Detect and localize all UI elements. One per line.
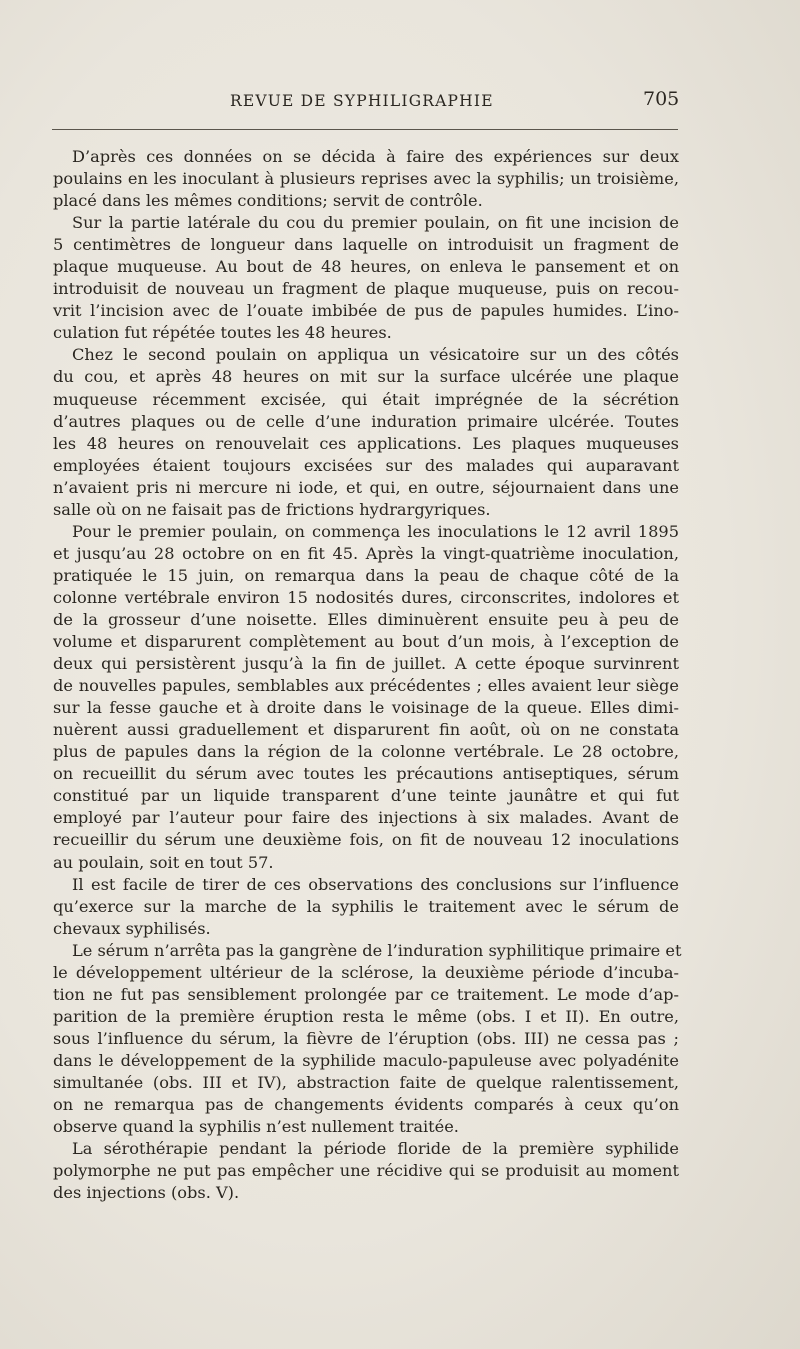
text-line: de nouvelles papules, semblables aux précédentes ; elles avaient leur siège: [53, 676, 679, 696]
text-line: deux qui persistèrent jusqu’à la fin de juillet. A cette époque survinrent: [53, 654, 679, 674]
text-line: parition de la première éruption resta le même (obs. I et II). En outre,: [53, 1006, 679, 1026]
text-line: muqueuse récemment excisée, qui était imprégnée de la sécrétion: [53, 389, 679, 409]
text-line: recueillir du sérum une deuxième fois, on fit de nouveau 12 inoculations: [53, 830, 679, 850]
text-line: volume et disparurent complètement au bout d’un mois, à l’exception de: [53, 632, 679, 652]
paragraph: [53, 212, 679, 344]
text-line: du cou, et après 48 heures on mit sur la surface ulcérée une plaque: [53, 367, 679, 387]
text-line: constitué par un liquide transparent d’une teinte jaunâtre et qui fut: [53, 786, 679, 806]
text-line: plaque muqueuse. Au bout de 48 heures, on enleva le pansement et on: [53, 257, 679, 277]
paragraph: [53, 874, 679, 940]
text-line: tion ne fut pas sensiblement prolongée par ce traitement. Le mode d’ap-: [53, 984, 679, 1004]
body-text: [53, 146, 682, 1204]
text-line: 5 centimètres de longueur dans laquelle on introduisit un fragment de: [53, 235, 679, 255]
text-line: Pour le premier poulain, on commença les inoculations le 12 avril 1895: [72, 521, 679, 541]
text-line: colonne vertébrale environ 15 nodosités dures, circonscrites, indolores et: [53, 587, 679, 607]
text-line: dans le développement de la syphilide maculo-papuleuse avec polyadénite: [53, 1050, 679, 1070]
text-line: de la grosseur d’une noisette. Elles diminuèrent ensuite peu à peu de: [53, 609, 679, 629]
text-line: poulains en les inoculant à plusieurs reprises avec la syphilis; un troisième,: [53, 169, 679, 189]
page-number: 705: [643, 88, 680, 110]
text-line: chevaux syphilisés.: [53, 918, 211, 938]
text-line: simultanée (obs. III et IV), abstraction faite de quelque ralentissement,: [53, 1072, 679, 1092]
text-line: Chez le second poulain on appliqua un vésicatoire sur un des côtés: [72, 345, 679, 365]
text-line: pratiquée le 15 juin, on remarqua dans la peau de chaque côté de la: [53, 565, 679, 585]
text-line: qu’exerce sur la marche de la syphilis le traitement avec le sérum de: [53, 896, 679, 916]
text-line: on ne remarqua pas de changements évidents comparés à ceux qu’on: [53, 1095, 679, 1115]
text-line: sous l’influence du sérum, la fièvre de l’éruption (obs. III) ne cessa pas ;: [53, 1028, 679, 1048]
text-line: le développement ultérieur de la sclérose, la deuxième période d’incuba-: [53, 962, 679, 982]
running-title: REVUE DE SYPHILIGRAPHIE: [230, 92, 494, 110]
text-line: salle où on ne faisait pas de frictions hydrargyriques.: [53, 499, 491, 519]
text-line: nuèrent aussi graduellement et disparurent fin août, où on ne constata: [53, 720, 679, 740]
paragraph: [53, 344, 679, 520]
text-line: D’après ces données on se décida à faire des expériences sur deux: [72, 147, 679, 166]
text-line: d’autres plaques ou de celle d’une induration primaire ulcérée. Toutes: [53, 411, 679, 431]
paragraph: [53, 1138, 679, 1204]
paragraph: [53, 940, 682, 1138]
paragraph: [53, 521, 679, 874]
text-line: La sérothérapie pendant la période floride de la première syphilide: [72, 1139, 679, 1159]
text-line: vrit l’incision avec de l’ouate imbibée de pus de papules humides. L’ino-: [53, 301, 679, 321]
paragraph: [53, 146, 679, 212]
text-line: des injections (obs. V).: [53, 1183, 240, 1203]
text-line: les 48 heures on renouvelait ces applications. Les plaques muqueuses: [53, 433, 679, 453]
text-line: employé par l’auteur pour faire des injections à six malades. Avant de: [53, 808, 679, 828]
text-line: et jusqu’au 28 octobre on en fit 45. Après la vingt-quatrième inoculation,: [53, 543, 679, 563]
text-line: placé dans les mêmes conditions; servit de contrôle.: [53, 191, 483, 211]
text-line: on recueillit du sérum avec toutes les précautions antiseptiques, sérum: [53, 764, 679, 784]
text-line: observe quand la syphilis n’est nullement traitée.: [53, 1117, 459, 1137]
text-line: n’avaient pris ni mercure ni iode, et qui, en outre, séjournaient dans une: [53, 477, 679, 497]
text-line: culation fut répétée toutes les 48 heures.: [53, 323, 392, 343]
text-line: sur la fesse gauche et à droite dans le voisinage de la queue. Elles dimi-: [53, 698, 679, 718]
text-line: Sur la partie latérale du cou du premier poulain, on fit une incision de: [72, 213, 679, 233]
text-line: introduisit de nouveau un fragment de plaque muqueuse, puis on recou-: [53, 279, 679, 299]
text-line: polymorphe ne put pas empêcher une récidive qui se produisit au moment: [53, 1161, 679, 1181]
text-line: plus de papules dans la région de la colonne vertébrale. Le 28 octobre,: [53, 742, 679, 762]
text-line: employées étaient toujours excisées sur des malades qui auparavant: [53, 455, 679, 475]
text-line: Il est facile de tirer de ces observations des conclusions sur l’influence: [72, 874, 679, 894]
text-line: au poulain, soit en tout 57.: [53, 852, 274, 872]
header-rule: [52, 129, 678, 130]
text-line: Le sérum n’arrêta pas la gangrène de l’induration syphilitique primaire et: [72, 940, 682, 960]
